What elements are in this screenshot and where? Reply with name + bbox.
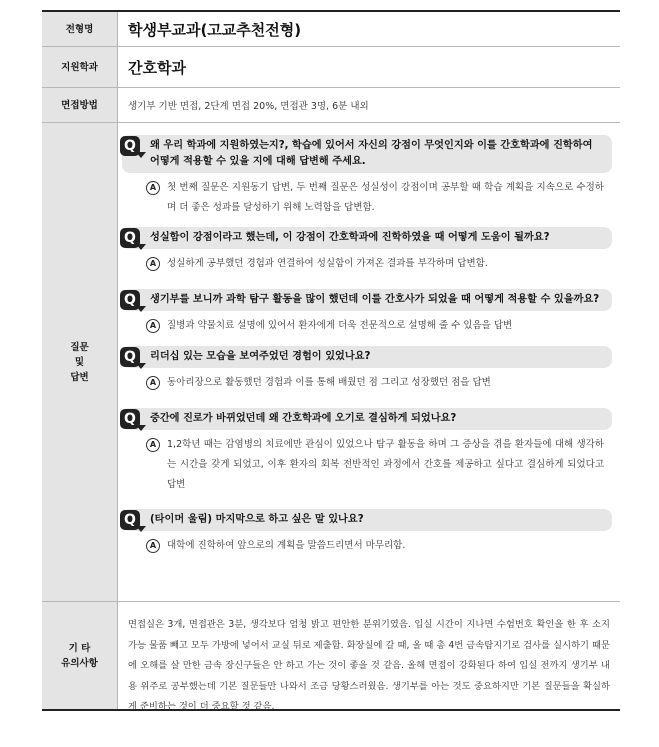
question-text: 성실함이 강점이라고 했는데, 이 강점이 간호학과에 진학하였을 때 어떻게 도움이 될까요? bbox=[150, 232, 550, 243]
qa-list bbox=[118, 123, 620, 601]
question-bubble bbox=[122, 135, 612, 173]
question-bubble bbox=[122, 509, 612, 531]
answer-text: 질병과 약물치료 설명에 있어서 환자에게 더욱 전문적으로 설명해 줄 수 있음을 답변 bbox=[167, 320, 513, 331]
question-tail-icon bbox=[136, 526, 146, 532]
answer bbox=[122, 368, 612, 393]
answer-a-icon: A bbox=[146, 181, 160, 195]
admission-type-value: 학생부교과(고교추천전형) bbox=[128, 20, 302, 39]
answer-a-icon: A bbox=[146, 438, 160, 452]
answer-text: 동아리장으로 활동했던 경험과 이를 통해 배웠던 점 그리고 성장했던 점을 답변 bbox=[167, 377, 491, 388]
notes-label-line1: 기 타 bbox=[68, 642, 91, 654]
question-bubble bbox=[122, 346, 612, 368]
row-department bbox=[42, 47, 620, 88]
notes-text: 면접실은 3개, 면접관은 3분, 생각보다 엄청 밝고 편안한 분위기였음. 입실 시간이 지나면 수험번호 확인을 한 후 소지 가능 물품 빼고 모두 가방에 넣어서 교실 뒤로 제출함. 화장실에 갈 때, 올 때 총 4번 금속탐지기로 검사를 실시하기 때문에 오해를 살 만한 금속 장신구들은 안 하고 가는 것이 좋을 것 같음. 올해 면접이 강화된다 하여 입실 전까지 생기부 내용 위주로 공부했는데 기본 질문들만 나와서 조금 당황스러웠음. 생기부를 아는 것도 중요하지만 기본 질문들을 확실하게 준비하는 것이 더 중요할 것 같음. bbox=[128, 619, 610, 712]
question-text: 왜 우리 학과에 지원하였는지?, 학습에 있어서 자신의 강점이 무엇인지와 이를 간호학과에 진학하여 어떻게 적용할 수 있을 지에 대해 답변해 주세요. bbox=[150, 140, 593, 167]
qa-item bbox=[122, 408, 612, 495]
qa-item bbox=[122, 346, 612, 393]
interview-review-sheet bbox=[42, 10, 620, 711]
answer-a-icon: A bbox=[146, 539, 160, 553]
answer-a-icon: A bbox=[146, 376, 160, 390]
answer bbox=[122, 430, 612, 495]
question-text: 중간에 진로가 바뀌었던데 왜 간호학과에 오기로 결심하게 되었나요? bbox=[150, 413, 457, 424]
answer-a-icon: A bbox=[146, 257, 160, 271]
department-value: 간호학과 bbox=[128, 58, 186, 77]
notes-label bbox=[42, 602, 118, 709]
question-q-icon: Q bbox=[120, 409, 140, 429]
question-tail-icon bbox=[136, 244, 146, 250]
question-tail-icon bbox=[136, 363, 146, 369]
interview-method-value: 생기부 기반 면접, 2단계 면접 20%, 면접관 3명, 6분 내외 bbox=[128, 101, 369, 112]
question-text: (타이머 울림) 마지막으로 하고 싶은 말 있나요? bbox=[150, 514, 364, 525]
answer-text: 성실하게 공부했던 경험과 연결하여 성실함이 가져온 결과를 부각하며 답변함. bbox=[167, 258, 488, 269]
question-tail-icon bbox=[136, 425, 146, 431]
qa-item bbox=[122, 135, 612, 218]
question-bubble bbox=[122, 408, 612, 430]
row-questions-answers bbox=[42, 123, 620, 602]
answer-text: 대학에 진학하여 앞으로의 계획을 말씀드리면서 마무리함. bbox=[167, 540, 406, 551]
answer bbox=[122, 531, 612, 556]
row-other-notes bbox=[42, 602, 620, 712]
question-tail-icon bbox=[136, 152, 146, 158]
interview-method-label: 면접방법 bbox=[42, 88, 118, 122]
row-interview-method bbox=[42, 88, 620, 123]
question-q-icon: Q bbox=[120, 136, 140, 156]
question-q-icon: Q bbox=[120, 228, 140, 248]
question-text: 생기부를 보니까 과학 탐구 활동을 많이 했던데 이를 간호사가 되었을 때 어떻게 적용할 수 있을까요? bbox=[150, 294, 600, 305]
question-q-icon: Q bbox=[120, 347, 140, 367]
qa-item bbox=[122, 227, 612, 274]
notes-label-line2: 유의사항 bbox=[61, 657, 98, 669]
question-bubble bbox=[122, 227, 612, 249]
qa-label-line3: 답변 bbox=[70, 371, 89, 383]
admission-type-label: 전형명 bbox=[42, 12, 118, 46]
department-label: 지원학과 bbox=[42, 47, 118, 87]
answer-text: 첫 번째 질문은 지원동기 답변, 두 번째 질문은 성실성이 강점이며 공부할 때 학습 계획을 지속으로 수정하며 더 좋은 성과를 달성하기 위해 노력함을 답변함. bbox=[167, 182, 604, 213]
qa-item bbox=[122, 509, 612, 556]
answer-text: 1,2학년 때는 감염병의 치료에만 관심이 있었으나 탐구 활동을 하며 그 증상을 겪을 환자들에 대해 생각하는 시간을 갖게 되었고, 이후 환자의 회복 전반적인 과정에서 간호를 제공하고 싶다고 결심하게 되었다고 답변 bbox=[167, 439, 604, 490]
qa-item bbox=[122, 289, 612, 336]
answer bbox=[122, 173, 612, 218]
qa-label bbox=[42, 123, 118, 601]
question-bubble bbox=[122, 289, 612, 311]
question-q-icon: Q bbox=[120, 510, 140, 530]
qa-label-line2: 및 bbox=[74, 356, 85, 368]
question-text: 리더십 있는 모습을 보여주었던 경험이 있었나요? bbox=[150, 351, 371, 362]
question-q-icon: Q bbox=[120, 290, 140, 310]
answer bbox=[122, 249, 612, 274]
qa-label-line1: 질문 bbox=[70, 341, 89, 353]
answer bbox=[122, 311, 612, 336]
row-admission-type bbox=[42, 12, 620, 47]
question-tail-icon bbox=[136, 306, 146, 312]
answer-a-icon: A bbox=[146, 319, 160, 333]
